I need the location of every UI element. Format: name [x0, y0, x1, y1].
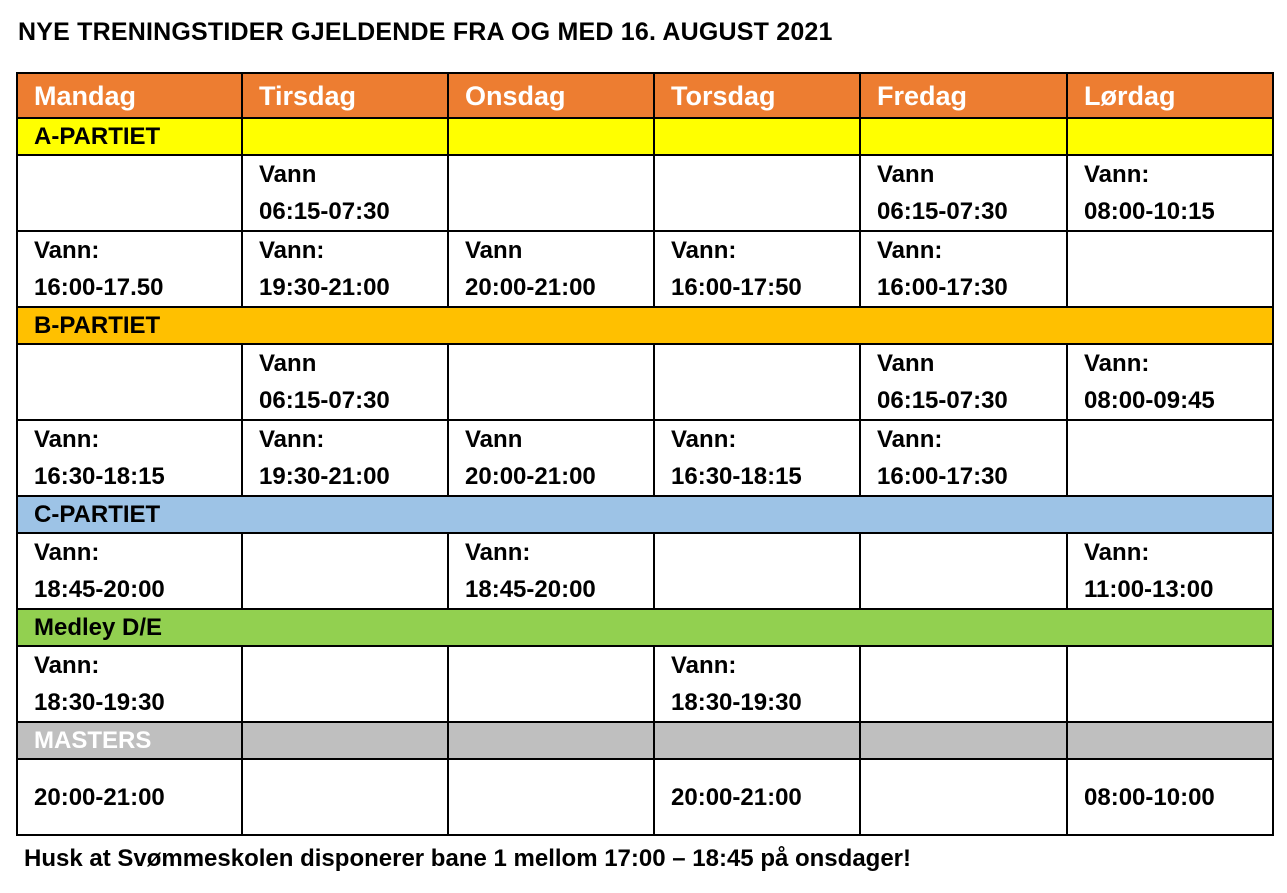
session-time: 16:00-17:30	[877, 463, 1008, 490]
schedule-cell-mandag	[17, 759, 242, 835]
page-title: NYE TRENINGSTIDER GJELDENDE FRA OG MED 16. AUGUST 2021	[18, 18, 833, 46]
session-time: 19:30-21:00	[259, 463, 390, 490]
schedule-cell-tirsdag	[242, 231, 448, 307]
session-type: Vann	[259, 350, 317, 377]
training-schedule-table	[16, 72, 1274, 836]
schedule-cell-onsdag	[448, 646, 654, 722]
session-type: Vann	[877, 161, 935, 188]
session-type: Vann:	[34, 237, 100, 264]
schedule-cell-onsdag	[448, 759, 654, 835]
day-header-lordag: Lørdag	[1067, 73, 1273, 118]
session-type: Vann:	[34, 426, 100, 453]
schedule-cell-lordag	[1067, 344, 1273, 420]
schedule-cell-mandag	[17, 646, 242, 722]
schedule-cell-lordag	[1067, 231, 1273, 307]
session-type: Vann	[877, 350, 935, 377]
group-header-cell	[448, 722, 654, 759]
schedule-row	[17, 646, 1273, 722]
session-time: 18:45-20:00	[465, 576, 596, 603]
day-header-row	[17, 73, 1273, 118]
day-header-tirsdag: Tirsdag	[242, 73, 448, 118]
session-time: 11:00-13:00	[1084, 576, 1214, 603]
schedule-cell-mandag	[17, 231, 242, 307]
schedule-cell-lordag	[1067, 646, 1273, 722]
group-header-cell	[242, 118, 448, 155]
session-time: 06:15-07:30	[259, 387, 390, 414]
schedule-cell-onsdag	[448, 231, 654, 307]
session-type: Vann	[259, 161, 317, 188]
day-header-onsdag: Onsdag	[448, 73, 654, 118]
schedule-cell-tirsdag	[242, 344, 448, 420]
session-type: Vann:	[671, 426, 737, 453]
session-type: Vann:	[1084, 539, 1150, 566]
schedule-cell-torsdag	[654, 344, 860, 420]
group-header-a-partiet	[17, 118, 1273, 155]
schedule-row	[17, 533, 1273, 609]
group-header-cell	[654, 722, 860, 759]
session-time: 06:15-07:30	[877, 198, 1008, 225]
session-time: 06:15-07:30	[877, 387, 1008, 414]
group-label: C-PARTIET	[17, 496, 1273, 533]
group-header-medley-d-e	[17, 609, 1273, 646]
session-time: 18:30-19:30	[671, 689, 802, 716]
schedule-cell-onsdag	[448, 420, 654, 496]
schedule-cell-mandag	[17, 155, 242, 231]
session-time: 08:00-10:15	[1084, 198, 1215, 225]
schedule-cell-onsdag	[448, 155, 654, 231]
session-type: Vann:	[1084, 161, 1150, 188]
session-type: Vann:	[671, 237, 737, 264]
session-type: Vann:	[465, 539, 531, 566]
group-label: B-PARTIET	[17, 307, 1273, 344]
session-type: Vann	[465, 237, 523, 264]
schedule-cell-mandag	[17, 344, 242, 420]
schedule-cell-tirsdag	[242, 420, 448, 496]
schedule-row	[17, 420, 1273, 496]
session-time: 16:00-17:50	[671, 274, 802, 301]
schedule-cell-onsdag	[448, 533, 654, 609]
schedule-row	[17, 344, 1273, 420]
group-header-cell	[654, 118, 860, 155]
schedule-cell-torsdag	[654, 759, 860, 835]
group-label: Medley D/E	[17, 609, 1273, 646]
schedule-cell-torsdag	[654, 231, 860, 307]
session-time: 06:15-07:30	[259, 198, 390, 225]
schedule-cell-tirsdag	[242, 155, 448, 231]
session-time: 20:00-21:00	[465, 463, 596, 490]
day-header-mandag: Mandag	[17, 73, 242, 118]
session-time: 18:45-20:00	[34, 576, 165, 603]
schedule-cell-fredag	[860, 344, 1067, 420]
schedule-cell-mandag	[17, 420, 242, 496]
session-type: Vann:	[34, 652, 100, 679]
session-type: Vann:	[259, 237, 325, 264]
group-header-cell	[1067, 722, 1273, 759]
session-type: Vann	[465, 426, 523, 453]
schedule-cell-onsdag	[448, 344, 654, 420]
schedule-cell-fredag	[860, 759, 1067, 835]
session-time: 20:00-21:00	[671, 783, 802, 811]
swim-school-note: Husk at Svømmeskolen disponerer bane 1 mellom 17:00 – 18:45 på onsdager!	[24, 845, 912, 872]
session-type: Vann:	[259, 426, 325, 453]
schedule-cell-torsdag	[654, 533, 860, 609]
schedule-cell-fredag	[860, 155, 1067, 231]
group-header-masters	[17, 722, 1273, 759]
group-header-c-partiet	[17, 496, 1273, 533]
session-type: Vann:	[34, 539, 100, 566]
schedule-cell-fredag	[860, 646, 1067, 722]
group-header-b-partiet	[17, 307, 1273, 344]
schedule-cell-mandag	[17, 533, 242, 609]
session-time: 16:00-17.50	[34, 274, 164, 301]
schedule-cell-lordag	[1067, 420, 1273, 496]
group-header-cell	[860, 118, 1067, 155]
session-time: 16:00-17:30	[877, 274, 1008, 301]
group-header-cell	[860, 722, 1067, 759]
session-time: 08:00-09:45	[1084, 387, 1215, 414]
schedule-row	[17, 231, 1273, 307]
session-time: 20:00-21:00	[465, 274, 596, 301]
schedule-cell-lordag	[1067, 533, 1273, 609]
group-header-cell	[242, 722, 448, 759]
schedule-cell-fredag	[860, 231, 1067, 307]
session-type: Vann:	[671, 652, 737, 679]
session-type: Vann:	[877, 426, 943, 453]
group-header-cell	[448, 118, 654, 155]
schedule-row	[17, 759, 1273, 835]
schedule-cell-torsdag	[654, 155, 860, 231]
day-header-fredag: Fredag	[860, 73, 1067, 118]
schedule-row	[17, 155, 1273, 231]
session-time: 18:30-19:30	[34, 689, 165, 716]
schedule-cell-fredag	[860, 420, 1067, 496]
session-time: 16:30-18:15	[671, 463, 802, 490]
schedule-cell-torsdag	[654, 420, 860, 496]
session-time: 20:00-21:00	[34, 783, 165, 811]
session-type: Vann:	[877, 237, 943, 264]
group-label: A-PARTIET	[17, 118, 242, 155]
session-time: 16:30-18:15	[34, 463, 165, 490]
schedule-cell-torsdag	[654, 646, 860, 722]
schedule-cell-lordag	[1067, 759, 1273, 835]
session-time: 08:00-10:00	[1084, 783, 1215, 811]
session-time: 19:30-21:00	[259, 274, 390, 301]
group-header-cell	[1067, 118, 1273, 155]
schedule-cell-tirsdag	[242, 759, 448, 835]
schedule-cell-lordag	[1067, 155, 1273, 231]
session-type: Vann:	[1084, 350, 1150, 377]
schedule-cell-tirsdag	[242, 533, 448, 609]
schedule-cell-tirsdag	[242, 646, 448, 722]
schedule-cell-fredag	[860, 533, 1067, 609]
day-header-torsdag: Torsdag	[654, 73, 860, 118]
group-label: MASTERS	[17, 722, 242, 759]
